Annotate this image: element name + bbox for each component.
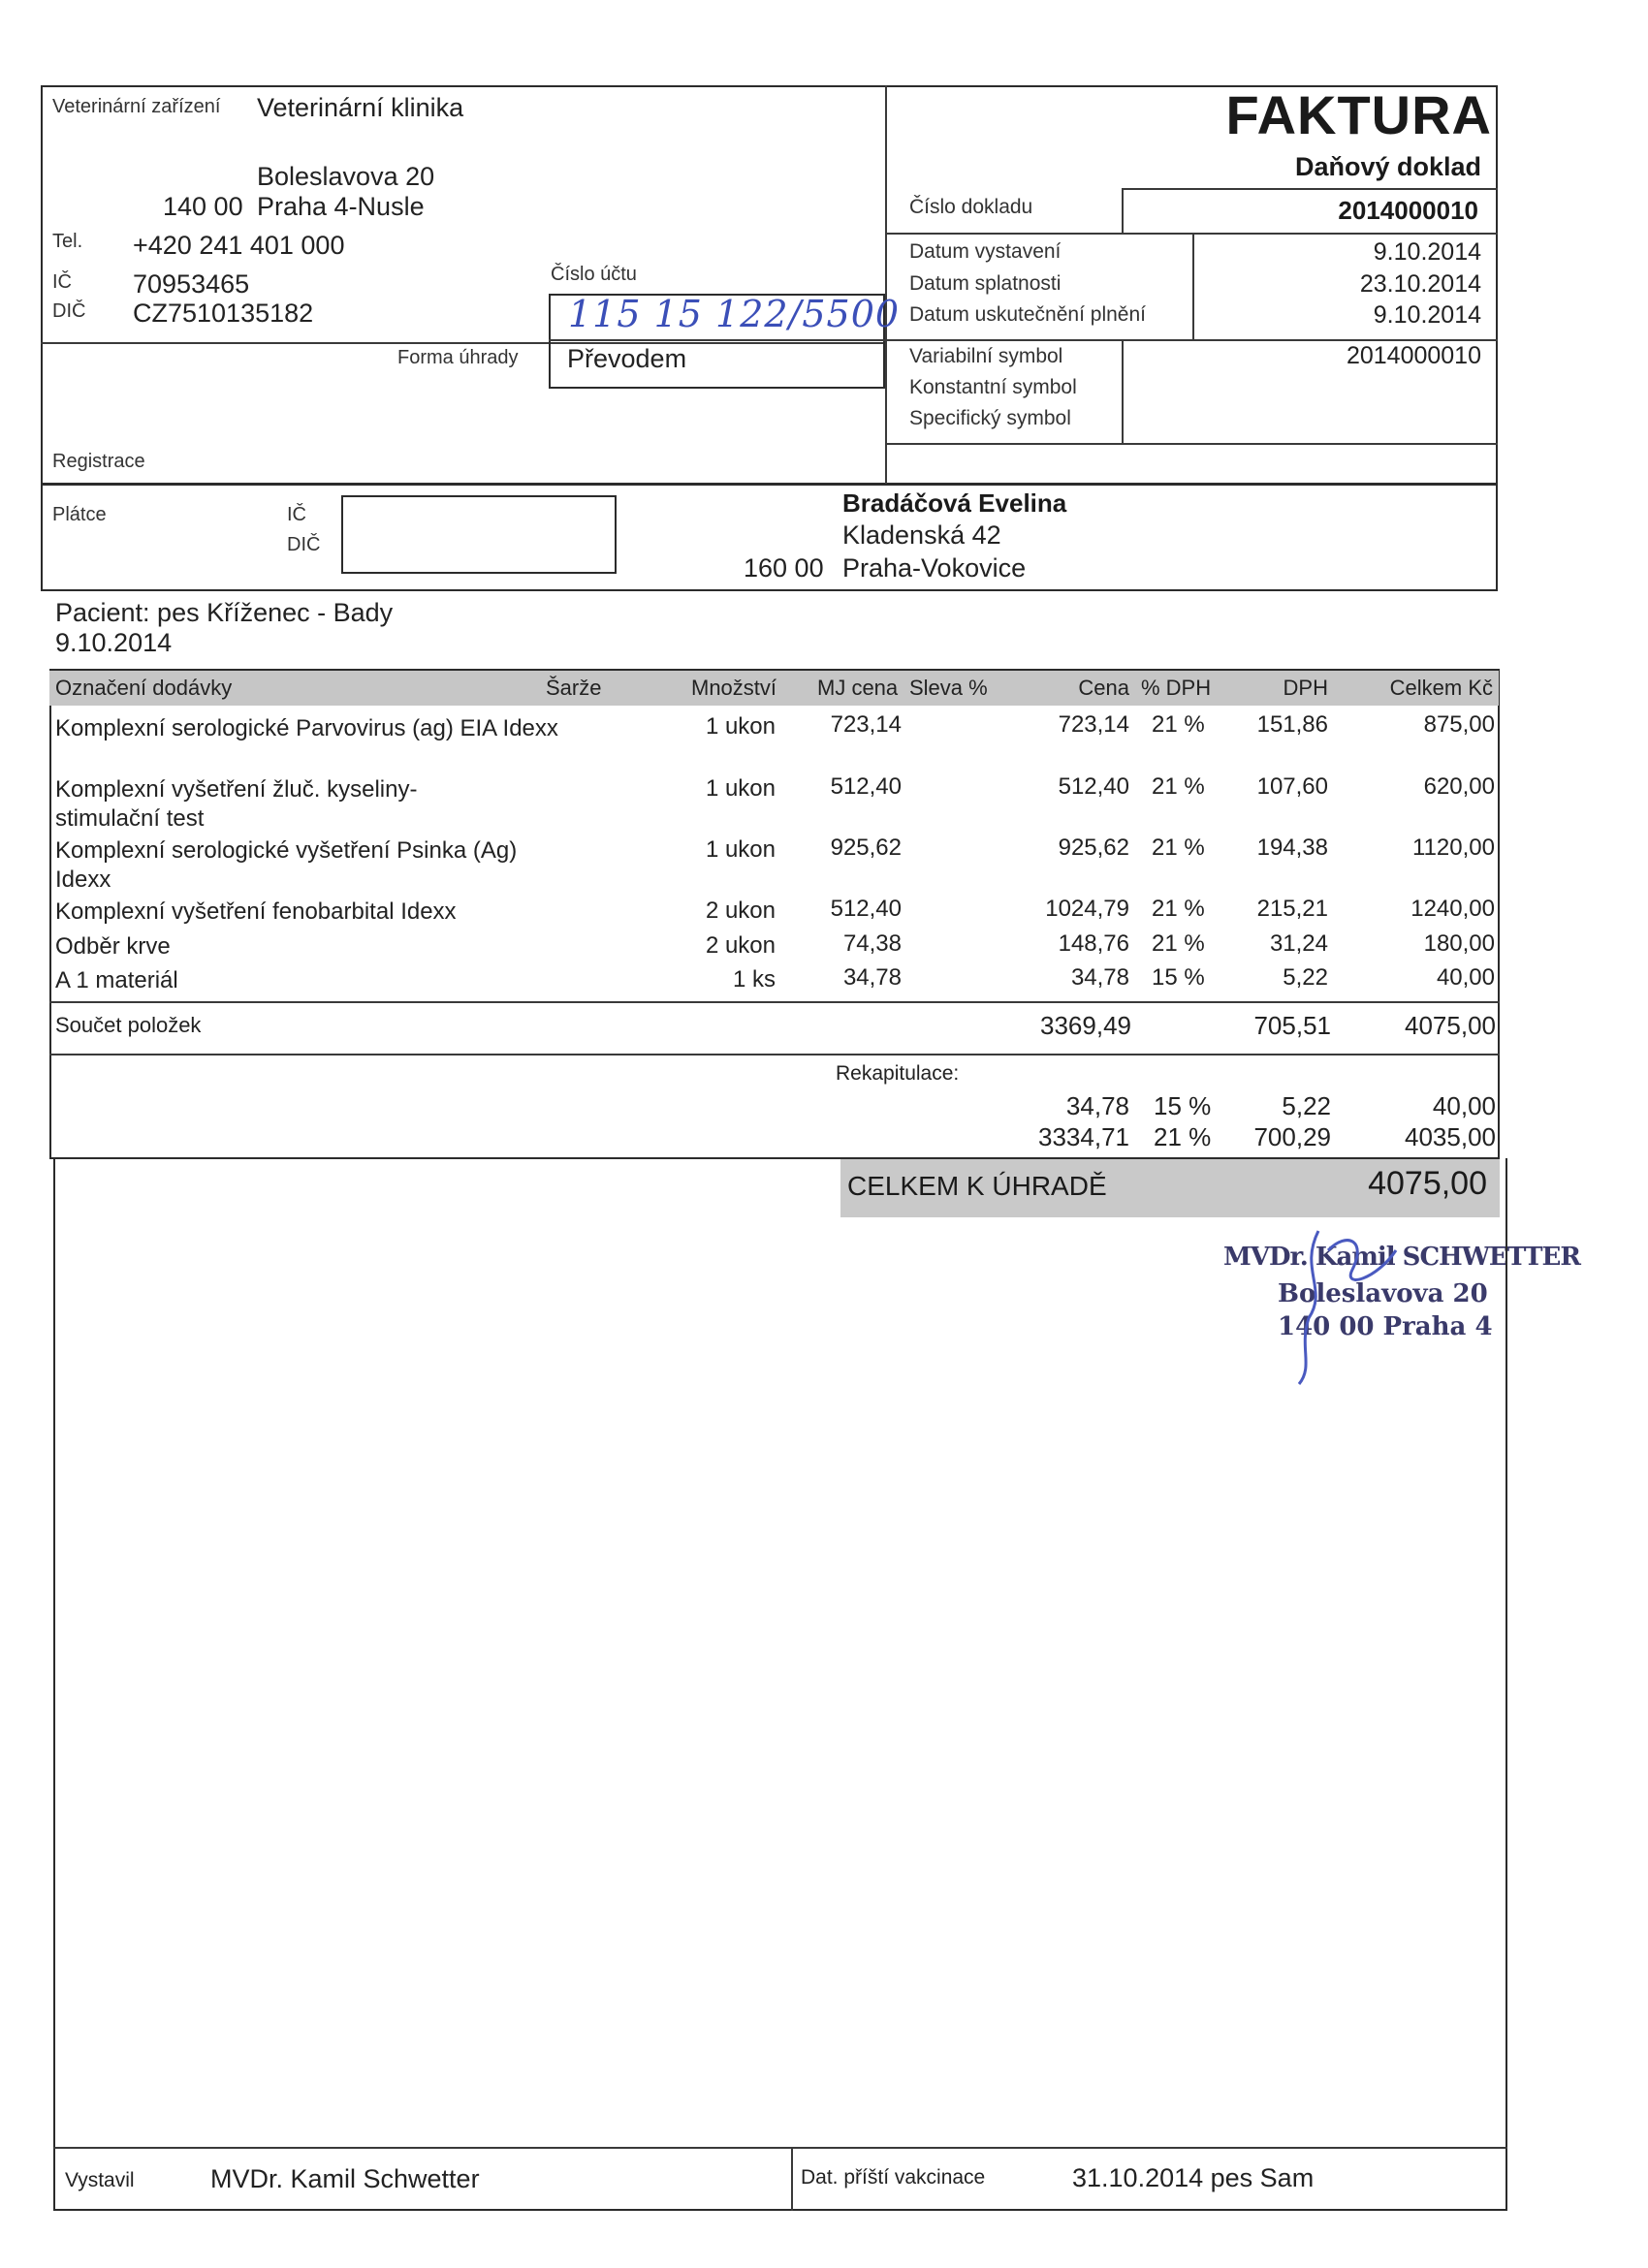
table-row-2-price: 512,40 [1058,773,1129,800]
table-row-6-total: 40,00 [1436,964,1495,991]
clinic-name: Veterinární klinika [257,93,464,122]
payment-method: Převodem [567,344,687,373]
doc-number: 2014000010 [1338,196,1478,225]
clinic-ic: 70953465 [133,269,250,299]
table-row-2-vat: 107,60 [1256,773,1328,800]
table-row-2-vat-pct: 21 % [1152,773,1205,800]
clinic-dic: CZ7510135182 [133,299,314,328]
footer-top-line [53,2147,1507,2149]
stamp-line-2: Boleslavova 20 [1278,1279,1488,1308]
stamp-line-1: MVDr. Kamil SCHWETTER [1223,1243,1580,1272]
table-row-1-qty: 1 ukon [705,713,776,740]
dic-label: DIČ [52,300,86,322]
recap-row-2-total: 4035,00 [1405,1122,1496,1151]
clinic-phone: +420 241 401 000 [133,231,345,260]
header-divider-vertical [885,85,887,485]
th-discount: Sleva % [909,676,988,700]
issue-date-label: Datum vystavení [909,240,1062,263]
table-row-2-total: 620,00 [1423,773,1495,800]
stamp-line-3: 140 00 Praha 4 [1278,1312,1493,1341]
payment-method-label: Forma úhrady [397,347,519,368]
table-row-3-qty: 1 ukon [705,836,776,863]
grand-total-label: CELKEM K ÚHRADĚ [847,1171,1107,1201]
sum-price: 3369,49 [1040,1011,1131,1040]
table-row-4-vat-pct: 21 % [1152,896,1205,922]
taxable-date-label: Datum uskutečnění plnění [909,303,1146,326]
account-number-handwritten: 115 15 122/5500 [568,293,901,335]
table-row-4-price: 1024,79 [1045,896,1129,922]
table-row-5-vat-pct: 21 % [1152,930,1205,957]
payer-dic-label: DIČ [287,534,321,555]
table-row-5-total: 180,00 [1423,930,1495,957]
table-row-5-price: 148,76 [1058,930,1129,957]
table-row-5-vat: 31,24 [1269,930,1328,957]
recap-row-1-total: 40,00 [1432,1091,1496,1120]
table-row-6-vat-pct: 15 % [1152,964,1205,991]
table-row-6-desc: A 1 materiál [55,967,178,993]
recap-row-1-base: 34,78 [1065,1091,1129,1120]
th-batch: Šarže [546,676,602,700]
next-vaccination: 31.10.2014 pes Sam [1072,2163,1315,2192]
vet-facility-label: Veterinární zařízení [52,96,221,117]
next-vaccination-label: Dat. příští vakcinace [801,2166,986,2189]
payer-name: Bradáčová Evelina [842,488,1067,518]
doc-number-divider [1122,188,1124,233]
clinic-street: Boleslavova 20 [257,162,435,191]
table-row-2-desc: Komplexní vyšetření žluč. kyseliny-stimulační test [55,776,418,832]
tel-label: Tel. [52,231,83,252]
sum-top-line [49,1001,1500,1003]
recap-label: Rekapitulace: [836,1062,960,1085]
doc-number-bottom-line [885,233,1498,235]
issue-date: 9.10.2014 [1373,238,1481,266]
account-label: Číslo účtu [551,264,637,285]
table-row-1-vat-pct: 21 % [1152,711,1205,738]
payer-zip: 160 00 [744,553,824,583]
sum-total: 4075,00 [1405,1011,1496,1040]
dates-divider [1192,233,1194,339]
ic-label: IČ [52,271,72,293]
payer-city: Praha-Vokovice [842,553,1027,583]
grand-total-value: 4075,00 [1368,1165,1487,1202]
due-date: 23.10.2014 [1359,270,1481,298]
table-row-3-vat: 194,38 [1256,835,1328,861]
table-row-3-price: 925,62 [1058,835,1129,861]
table-row-6-price: 34,78 [1070,964,1129,991]
specific-symbol-label: Specifický symbol [909,407,1071,429]
table-row-5-desc: Odběr krve [55,933,171,960]
th-description: Označení dodávky [55,676,233,700]
recap-row-1-pct: 15 % [1154,1091,1212,1120]
table-row-4-total: 1240,00 [1410,896,1495,922]
table-row-1-desc: Komplexní serologické Parvovirus (ag) EIA Idexx [55,715,558,741]
invoice-subtitle: Daňový doklad [1294,152,1481,181]
footer-block [53,1158,1507,2211]
taxable-date: 9.10.2014 [1373,301,1481,329]
table-row-4-unit-price: 512,40 [830,896,902,922]
payer-street: Kladenská 42 [842,520,1001,550]
th-total: Celkem Kč [1389,676,1493,700]
clinic-city: Praha 4-Nusle [257,192,425,221]
invoice-title: FAKTURA [1225,84,1492,145]
th-vat: DPH [1283,676,1328,700]
table-row-6-qty: 1 ks [732,966,776,992]
table-row-3-total: 1120,00 [1412,835,1495,861]
dates-bottom-line [885,339,1498,341]
sum-label: Součet položek [55,1013,202,1037]
issued-by-label: Vystavil [65,2169,135,2191]
table-row-1-unit-price: 723,14 [830,711,902,738]
variable-symbol-label: Variabilní symbol [909,345,1063,367]
variable-symbol: 2014000010 [1346,342,1481,369]
constant-symbol-label: Konstantní symbol [909,376,1077,398]
doc-number-label: Číslo dokladu [909,196,1033,218]
table-row-4-qty: 2 ukon [705,898,776,924]
payer-id-box [341,495,617,574]
table-row-6-vat: 5,22 [1283,964,1328,991]
table-row-4-desc: Komplexní vyšetření fenobarbital Idexx [55,898,457,925]
recap-row-2-pct: 21 % [1154,1122,1212,1151]
issued-by: MVDr. Kamil Schwetter [210,2164,480,2193]
th-vat-percent: % DPH [1141,676,1212,700]
table-row-1-total: 875,00 [1423,711,1495,738]
symbols-divider [1122,339,1124,443]
table-row-6-unit-price: 34,78 [842,964,902,991]
recap-row-2-vat: 700,29 [1253,1122,1331,1151]
patient-date: 9.10.2014 [55,628,173,657]
table-row-2-qty: 1 ukon [705,775,776,802]
payer-label: Plátce [52,504,107,525]
table-row-3-vat-pct: 21 % [1152,835,1205,861]
table-row-5-qty: 2 ukon [705,932,776,959]
th-unit-price: MJ cena [817,676,899,700]
account-box-divider [549,339,885,341]
due-date-label: Datum splatnosti [909,272,1062,295]
th-quantity: Množství [691,676,777,700]
clinic-zip: 140 00 [163,192,243,221]
table-row-1-price: 723,14 [1058,711,1129,738]
registration-label: Registrace [52,451,145,472]
table-row-4-vat: 215,21 [1256,896,1328,922]
doc-number-top-line [1123,188,1498,190]
payer-ic-label: IČ [287,504,306,525]
table-row-3-unit-price: 925,62 [830,835,902,861]
recap-row-2-base: 3334,71 [1038,1122,1129,1151]
sum-vat: 705,51 [1253,1011,1331,1040]
header-divider-registration [885,443,1498,445]
table-row-2-unit-price: 512,40 [830,773,902,800]
table-row-3-desc: Komplexní serologické vyšetření Psinka (Ag) Idexx [55,837,518,893]
th-price: Cena [1078,676,1129,700]
table-row-5-unit-price: 74,38 [842,930,902,957]
recap-row-1-vat: 5,22 [1282,1091,1331,1120]
table-row-1-vat: 151,86 [1256,711,1328,738]
footer-divider [791,2147,793,2211]
patient-line: Pacient: pes Kříženec - Bady [55,598,394,627]
sum-bottom-line [49,1054,1500,1055]
